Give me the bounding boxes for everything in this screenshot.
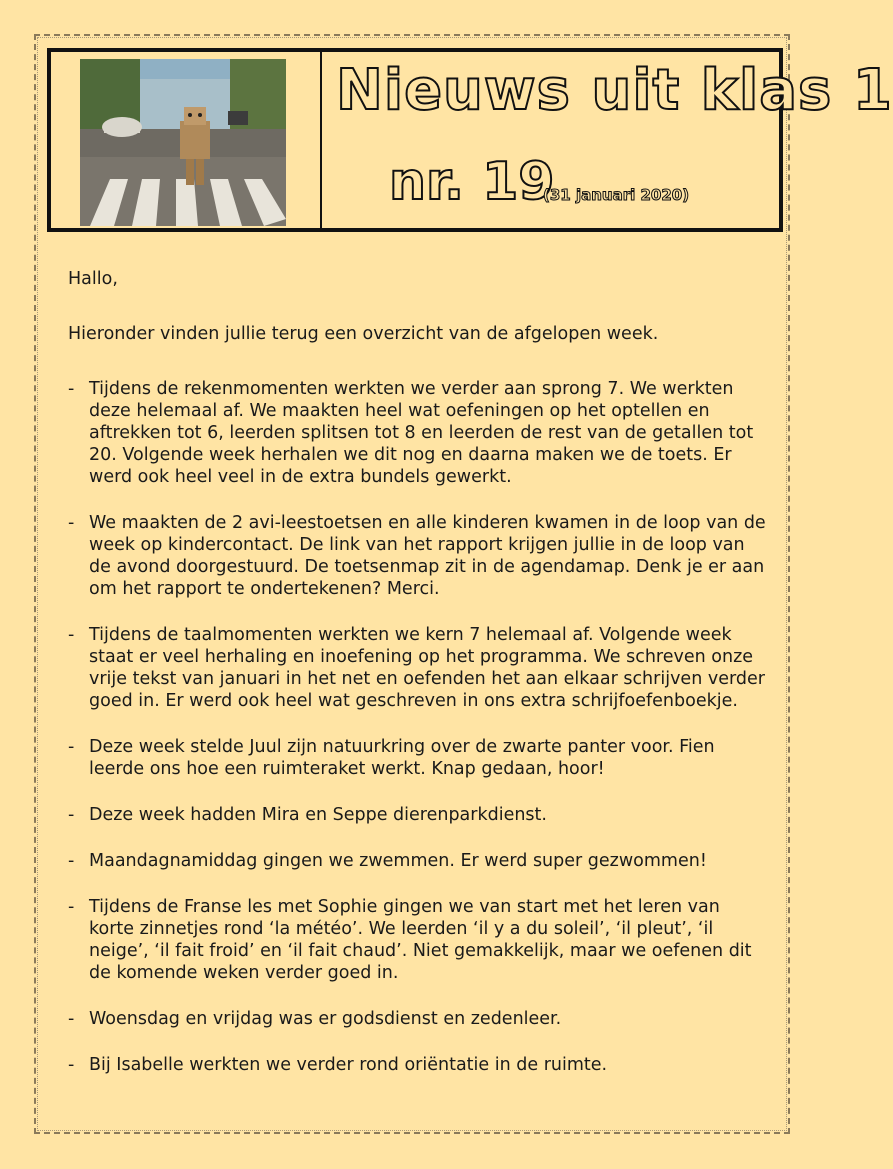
news-item-text: Tijdens de taalmomenten werkten we kern 7 helemaal af. Volgende week staat er veel herhaling en inoefening op het programma. We schreven onze vrije tekst van januari in het net en oefenden het aan elkaar schrijven verder goed in. Er werd ook heel wat geschreven in ons extra schrijfoefenboekje.: [89, 625, 765, 711]
bullet-dash: -: [68, 897, 75, 917]
bullet-dash: -: [68, 513, 75, 533]
news-item: [68, 896, 768, 984]
header-divider: [320, 52, 322, 228]
news-item-text: Deze week stelde Juul zijn natuurkring over de zwarte panter voor. Fien leerde ons hoe een ruimteraket werkt. Knap gedaan, hoor!: [89, 737, 715, 779]
street-crossing-illustration: [80, 59, 286, 226]
issue-number: nr. 19: [389, 152, 555, 212]
news-item-text: Maandagnamiddag gingen we zwemmen. Er werd super gezwommen!: [89, 851, 707, 871]
bullet-dash: -: [68, 625, 75, 645]
news-item: [68, 804, 768, 826]
header-photo: [80, 59, 286, 226]
bullet-dash: -: [68, 851, 75, 871]
bullet-dash: -: [68, 737, 75, 757]
news-item-text: Deze week hadden Mira en Seppe dierenparkdienst.: [89, 805, 547, 825]
intro-paragraph: Hieronder vinden jullie terug een overzicht van de afgelopen week.: [68, 324, 659, 344]
news-item-text: We maakten de 2 avi-leestoetsen en alle kinderen kwamen in de loop van de week op kindercontact. De link van het rapport krijgen jullie in de loop van de avond doorgestuurd. De toetsenmap zit in de agendamap. Denk je er aan om het rapport te ondertekenen? Merci.: [89, 513, 766, 599]
issue-date: (31 januari 2020): [543, 186, 690, 204]
news-item: [68, 624, 768, 712]
news-item-text: Tijdens de rekenmomenten werkten we verder aan sprong 7. We werkten deze helemaal af. We maakten heel wat oefeningen op het optellen en aftrekken tot 6, leerden splitsen tot 8 en leerden de rest van de getallen tot 20. Volgende week herhalen we dit nog en daarna maken we de toets. Er werd ook heel veel in de extra bundels gewerkt.: [89, 379, 754, 487]
news-item-text: Bij Isabelle werkten we verder rond oriëntatie in de ruimte.: [89, 1055, 608, 1075]
bullet-dash: -: [68, 1055, 75, 1075]
news-item-text: Woensdag en vrijdag was er godsdienst en zedenleer.: [89, 1009, 562, 1029]
greeting: Hallo,: [68, 269, 118, 289]
news-item: [68, 1008, 768, 1030]
news-item: [68, 850, 768, 872]
news-item: [68, 512, 768, 600]
newsletter-body: [68, 268, 768, 1100]
bullet-dash: -: [68, 805, 75, 825]
news-item: [68, 378, 768, 488]
bullet-dash: -: [68, 379, 75, 399]
newsletter-header: [47, 48, 893, 232]
bullet-dash: -: [68, 1009, 75, 1029]
news-item-text: Tijdens de Franse les met Sophie gingen we van start met het leren van korte zinnetjes rond ‘la météo’. We leerden ‘il y a du soleil’, ‘il pleut’, ‘il neige’, ‘il fait froid’ en ‘il fait chaud’. Niet gemakkelijk, maar we oefenen dit de komende weken verder goed in.: [89, 897, 752, 983]
news-item: [68, 1054, 768, 1076]
news-item: [68, 736, 768, 780]
newsletter-title: Nieuws uit klas 1: [336, 58, 893, 123]
news-list: [68, 378, 768, 1076]
